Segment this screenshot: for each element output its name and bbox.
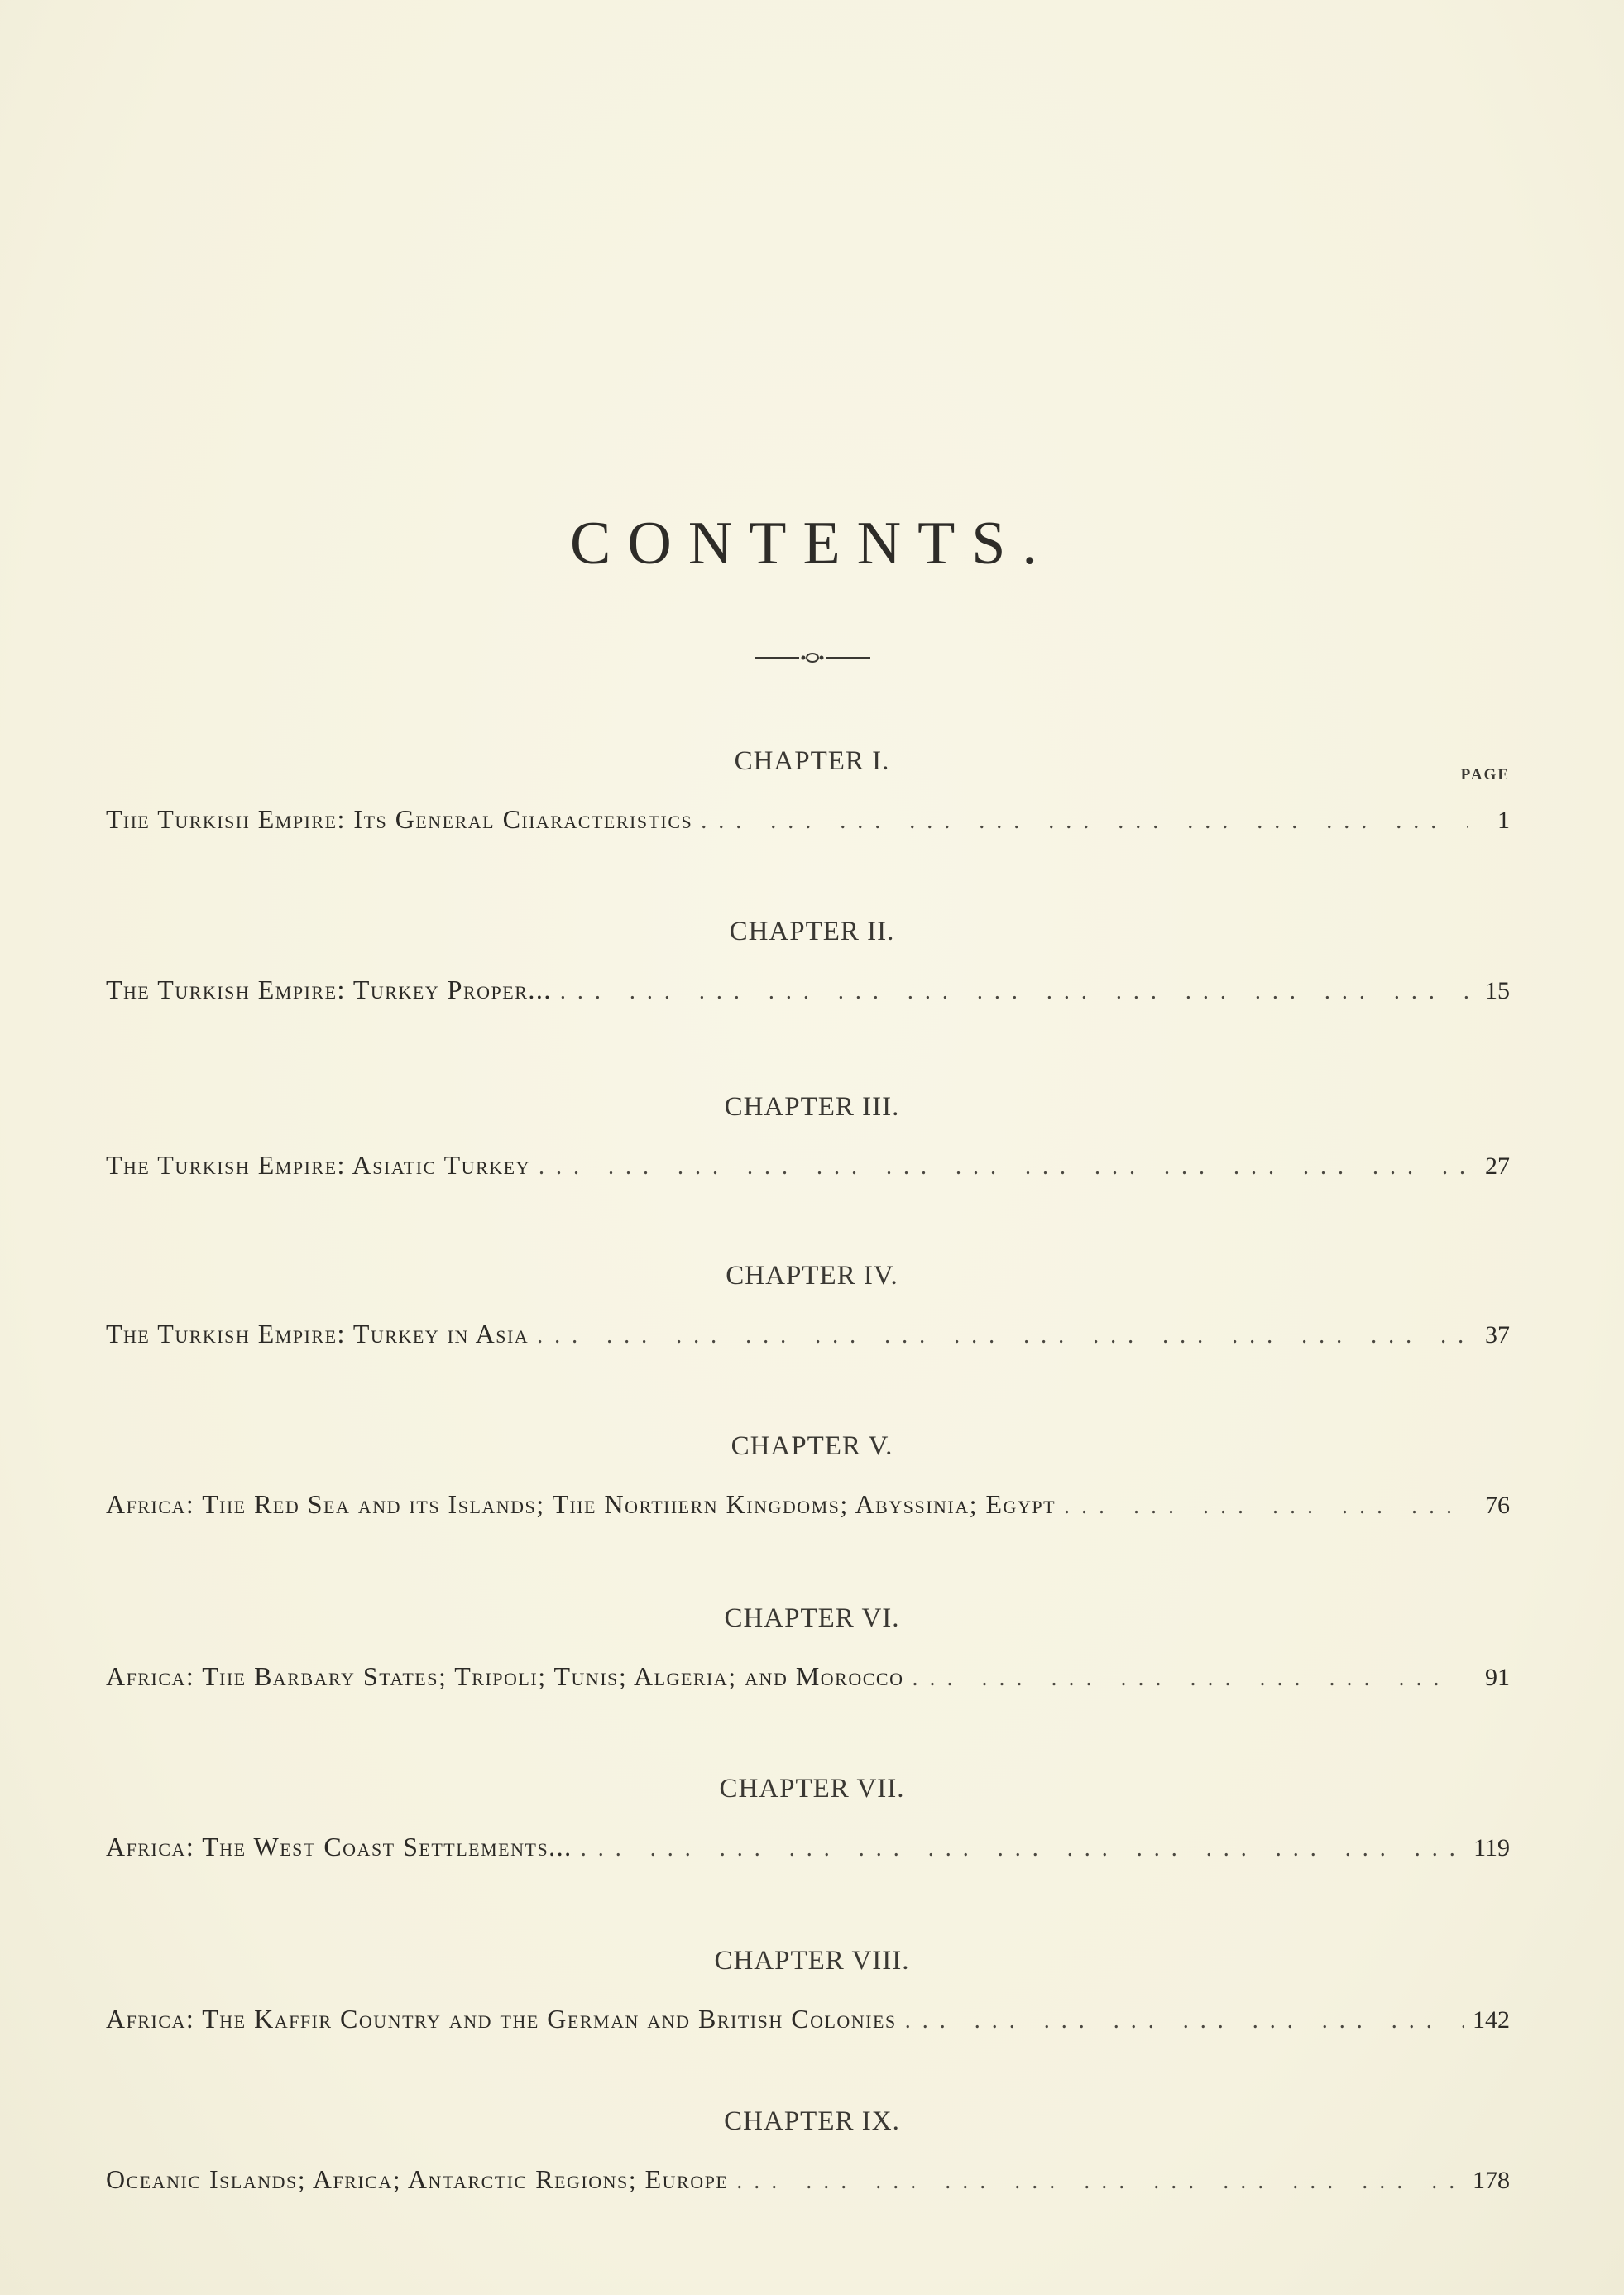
chapter-entry (0, 746, 1624, 846)
chapter-title: Oceanic Islands; Africa; Antarctic Regions; Europe (106, 2164, 729, 2194)
chapter-entry (0, 1946, 1624, 2045)
page-number: 178 (1473, 2167, 1510, 2194)
dot-leader (581, 1836, 1465, 1862)
toc-row[interactable] (106, 1150, 1510, 1181)
toc-row[interactable] (106, 2164, 1510, 2195)
toc-row[interactable] (106, 1319, 1510, 1349)
page-number: 119 (1473, 1834, 1510, 1861)
dot-leader (539, 1154, 1468, 1181)
page-number: 15 (1485, 977, 1510, 1004)
page-number: 1 (1497, 807, 1510, 834)
ornament-divider (755, 648, 870, 668)
page-number: 142 (1473, 2006, 1510, 2034)
chapter-number: CHAPTER II. (729, 917, 895, 946)
toc-row[interactable] (106, 804, 1510, 835)
toc-row[interactable] (106, 1661, 1510, 1692)
dot-leader (912, 1665, 1468, 1692)
chapter-entry (0, 1774, 1624, 1873)
chapter-number: CHAPTER IV. (726, 1261, 898, 1291)
chapter-number: CHAPTER VII. (719, 1774, 905, 1804)
chapter-entry (0, 1092, 1624, 1191)
contents-heading: CONTENTS. (570, 510, 1054, 577)
chapter-title: Africa: The Kaffir Country and the German and British Colonies (106, 2004, 897, 2034)
dot-leader (1064, 1493, 1468, 1520)
page-number: 76 (1485, 1492, 1510, 1519)
dot-leader (905, 2008, 1464, 2034)
toc-row[interactable] (106, 975, 1510, 1005)
dot-leader (537, 1323, 1468, 1349)
chapter-number: CHAPTER III. (724, 1092, 900, 1122)
page-number: 27 (1485, 1152, 1510, 1180)
chapter-title: Africa: The Barbary States; Tripoli; Tunis; Algeria; and Morocco (106, 1661, 904, 1691)
chapter-title: The Turkish Empire: Asiatic Turkey (106, 1150, 530, 1180)
dot-leader (736, 2168, 1464, 2195)
chapter-entry (0, 917, 1624, 1016)
chapter-title: Africa: The Red Sea and its Islands; The Northern Kingdoms; Abyssinia; Egypt (106, 1489, 1056, 1519)
dot-leader (701, 808, 1468, 835)
page-number: 37 (1485, 1321, 1510, 1349)
chapter-number: CHAPTER VI. (724, 1603, 900, 1633)
chapter-title: The Turkish Empire: Turkey in Asia (106, 1319, 529, 1349)
toc-row[interactable] (106, 2004, 1510, 2034)
dot-leader (560, 979, 1468, 1005)
toc-row[interactable] (106, 1489, 1510, 1520)
chapter-number: CHAPTER I. (734, 746, 890, 776)
page-number: 91 (1485, 1664, 1510, 1691)
chapter-title: Africa: The West Coast Settlements... (106, 1832, 572, 1861)
chapter-number: CHAPTER V. (731, 1431, 893, 1461)
chapter-title: The Turkish Empire: Turkey Proper... (106, 975, 552, 1004)
chapter-number: CHAPTER VIII. (714, 1946, 910, 1976)
chapter-entry (0, 2106, 1624, 2206)
chapter-title: The Turkish Empire: Its General Characteristics (106, 804, 693, 834)
chapter-number: CHAPTER IX. (724, 2106, 900, 2136)
chapter-entry (0, 1431, 1624, 1531)
page-column-label: PAGE (1460, 766, 1510, 783)
toc-row[interactable] (106, 1832, 1510, 1862)
chapter-entry (0, 1603, 1624, 1703)
chapter-entry (0, 1261, 1624, 1360)
